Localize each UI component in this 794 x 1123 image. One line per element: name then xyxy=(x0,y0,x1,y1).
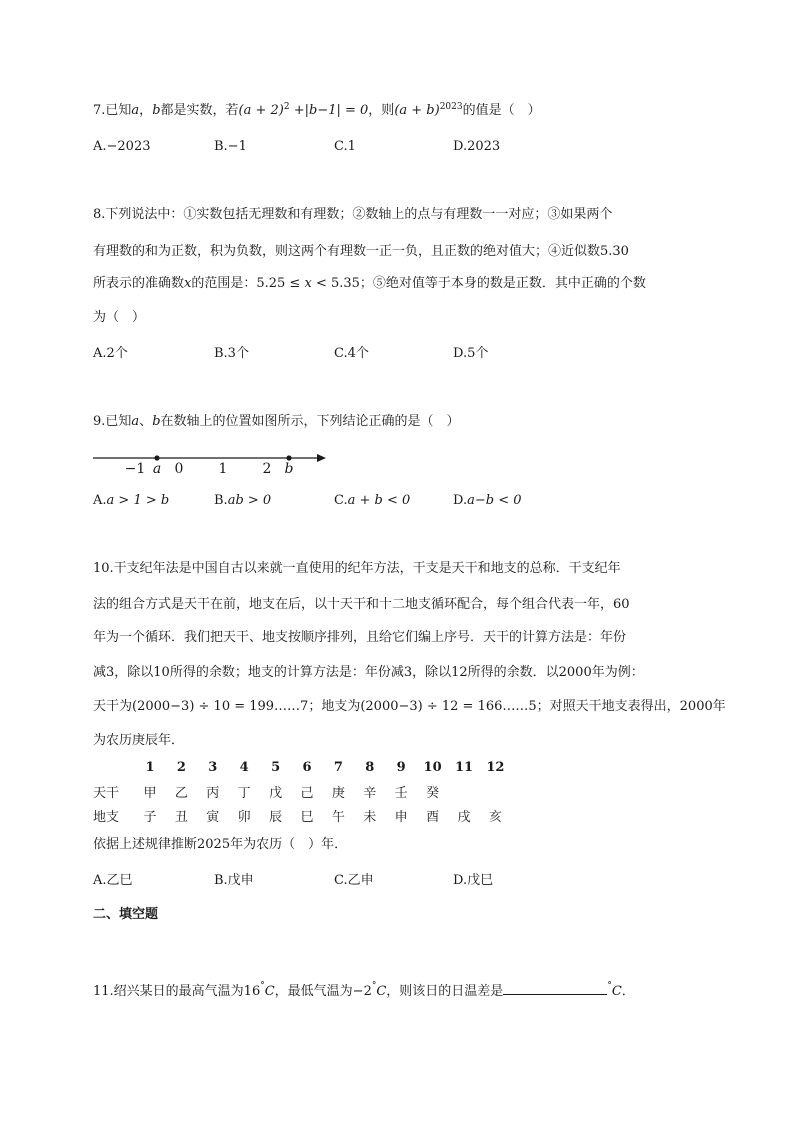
ganzhi-number-cell: 3 xyxy=(208,760,218,775)
dizhi-cell: 酉 xyxy=(426,810,440,825)
question-11-stem: 11.绍兴某日的最高气温为16°C，最低气温为−2°C，则该日的日温差是 °C． xyxy=(93,981,635,999)
question-10-line-5: 天干为(2000−3) ÷ 10 = 199……7；地支为(2000−3) ÷ 12 = 166……5；对照天干地支表得出，2000年 xyxy=(93,699,726,714)
section-heading-fill-in: 二、填空题 xyxy=(93,907,159,922)
option-a[interactable]: A.−2023 xyxy=(93,139,151,154)
ganzhi-number-cell: 7 xyxy=(333,760,343,775)
number-line-arrow xyxy=(317,454,326,462)
question-7-stem: 7.已知a，b都是实数，若$(a + 2)^2 +|b-1| = 0$，则$(a + b)^{2023}$的值是（ ） xyxy=(93,102,541,118)
option-d[interactable]: D.戊巳 xyxy=(453,873,494,888)
ganzhi-number-cell: 6 xyxy=(302,760,312,775)
question-10-line-2: 法的组合方式是天干在前，地支在后，以十天干和十二地支循环配合，每个组合代表一年，60 xyxy=(93,597,630,612)
option-c[interactable]: C.a + b < 0 xyxy=(334,493,411,508)
number-line-point-b xyxy=(286,455,291,460)
tiangan-cell: 庚 xyxy=(331,786,345,801)
option-d[interactable]: D.5个 xyxy=(453,346,489,361)
tiangan-cell: 丙 xyxy=(206,786,220,801)
ganzhi-table xyxy=(93,760,513,830)
dizhi-cell: 子 xyxy=(143,810,157,825)
number-line-label-tick: 0 xyxy=(174,461,184,477)
option-c[interactable]: C.1 xyxy=(334,139,356,154)
tiangan-cell: 戊 xyxy=(269,786,283,801)
tiangan-row-label: 天干 xyxy=(93,786,120,801)
question-10-options xyxy=(93,871,713,891)
tiangan-cell: 己 xyxy=(300,786,314,801)
dizhi-cell: 辰 xyxy=(269,810,283,825)
tiangan-cell: 辛 xyxy=(363,786,377,801)
number-line-label-a: a xyxy=(152,461,162,477)
option-b[interactable]: B.3个 xyxy=(214,346,249,361)
tiangan-cell: 癸 xyxy=(426,786,440,801)
question-10-line-3: 年为一个循环．我们把天干、地支按顺序排列，且给它们编上序号．天干的计算方法是：年份 xyxy=(93,630,627,645)
option-b[interactable]: B.ab > 0 xyxy=(214,493,272,508)
question-8-line-1: 8.下列说法中：①实数包括无理数和有理数；②数轴上的点与有理数一一对应；③如果两个 xyxy=(93,207,613,222)
ganzhi-number-cell: 10 xyxy=(423,760,442,775)
dizhi-cell: 卯 xyxy=(237,810,251,825)
tiangan-cell: 乙 xyxy=(174,786,188,801)
option-d[interactable]: D.a−b < 0 xyxy=(453,493,522,508)
number-line-point-a xyxy=(154,455,159,460)
number-line-figure xyxy=(93,447,333,477)
ganzhi-number-cell: 9 xyxy=(396,760,406,775)
question-8-line-2: 有理数的和为正数，积为负数，则这两个有理数一正一负，且正数的绝对值大；④近似数5.30 xyxy=(93,244,629,259)
question-8-line-4: 为（ ） xyxy=(93,310,146,325)
option-d[interactable]: D.2023 xyxy=(453,139,501,154)
question-9-options xyxy=(93,491,713,511)
question-10-line-6: 为农历庚辰年． xyxy=(93,733,185,748)
tiangan-cell: 丁 xyxy=(237,786,251,801)
ganzhi-number-cell: 5 xyxy=(271,760,281,775)
ganzhi-number-cell: 4 xyxy=(239,760,249,775)
dizhi-cell: 巳 xyxy=(300,810,314,825)
ganzhi-number-cell: 2 xyxy=(176,760,186,775)
ganzhi-number-cell: 1 xyxy=(145,760,155,775)
option-a[interactable]: A.2个 xyxy=(93,346,128,361)
question-8-line-3: 所表示的准确数x的范围是：5.25 ≤ x < 5.35；⑤绝对值等于本身的数是正数．其中正确的个数 xyxy=(93,276,646,291)
number-line-label-tick: 2 xyxy=(262,461,272,477)
answer-blank[interactable] xyxy=(503,980,607,995)
dizhi-row-label: 地支 xyxy=(93,810,120,825)
question-10-line-4: 减3，除以10所得的余数；地支的计算方法是：年份减3，除以12所得的余数．以2000年为例： xyxy=(93,665,644,680)
number-line-label-b: b xyxy=(284,461,294,477)
option-a[interactable]: A.a > 1 > b xyxy=(93,493,170,508)
tiangan-cell: 壬 xyxy=(394,786,408,801)
option-b[interactable]: B.戊申 xyxy=(214,873,254,888)
ganzhi-number-cell: 8 xyxy=(365,760,375,775)
dizhi-cell: 寅 xyxy=(206,810,220,825)
dizhi-cell: 亥 xyxy=(488,810,502,825)
dizhi-cell: 申 xyxy=(394,810,408,825)
ganzhi-number-cell: 11 xyxy=(454,760,474,775)
question-8-options xyxy=(93,344,713,364)
number-line-label-tick: −1 xyxy=(124,461,146,477)
question-10-line-1: 10.干支纪年法是中国自古以来就一直使用的纪年方法，干支是天干和地支的总称．干支纪年 xyxy=(93,561,621,576)
dizhi-cell: 丑 xyxy=(174,810,188,825)
option-c[interactable]: C.乙申 xyxy=(334,873,374,888)
number-line-label-tick: 1 xyxy=(218,461,228,477)
question-7-options xyxy=(93,137,713,157)
tiangan-cell: 甲 xyxy=(143,786,157,801)
option-c[interactable]: C.4个 xyxy=(334,346,369,361)
dizhi-cell: 午 xyxy=(331,810,345,825)
ganzhi-number-cell: 12 xyxy=(486,760,505,775)
question-9-stem: 9.已知a、b在数轴上的位置如图所示，下列结论正确的是（ ） xyxy=(93,414,460,429)
dizhi-cell: 未 xyxy=(363,810,377,825)
question-10-line-7: 依据上述规律推断2025年为农历（ ）年． xyxy=(93,837,348,852)
option-a[interactable]: A.乙巳 xyxy=(93,873,133,888)
dizhi-cell: 戌 xyxy=(457,810,471,825)
option-b[interactable]: B.−1 xyxy=(214,139,247,154)
